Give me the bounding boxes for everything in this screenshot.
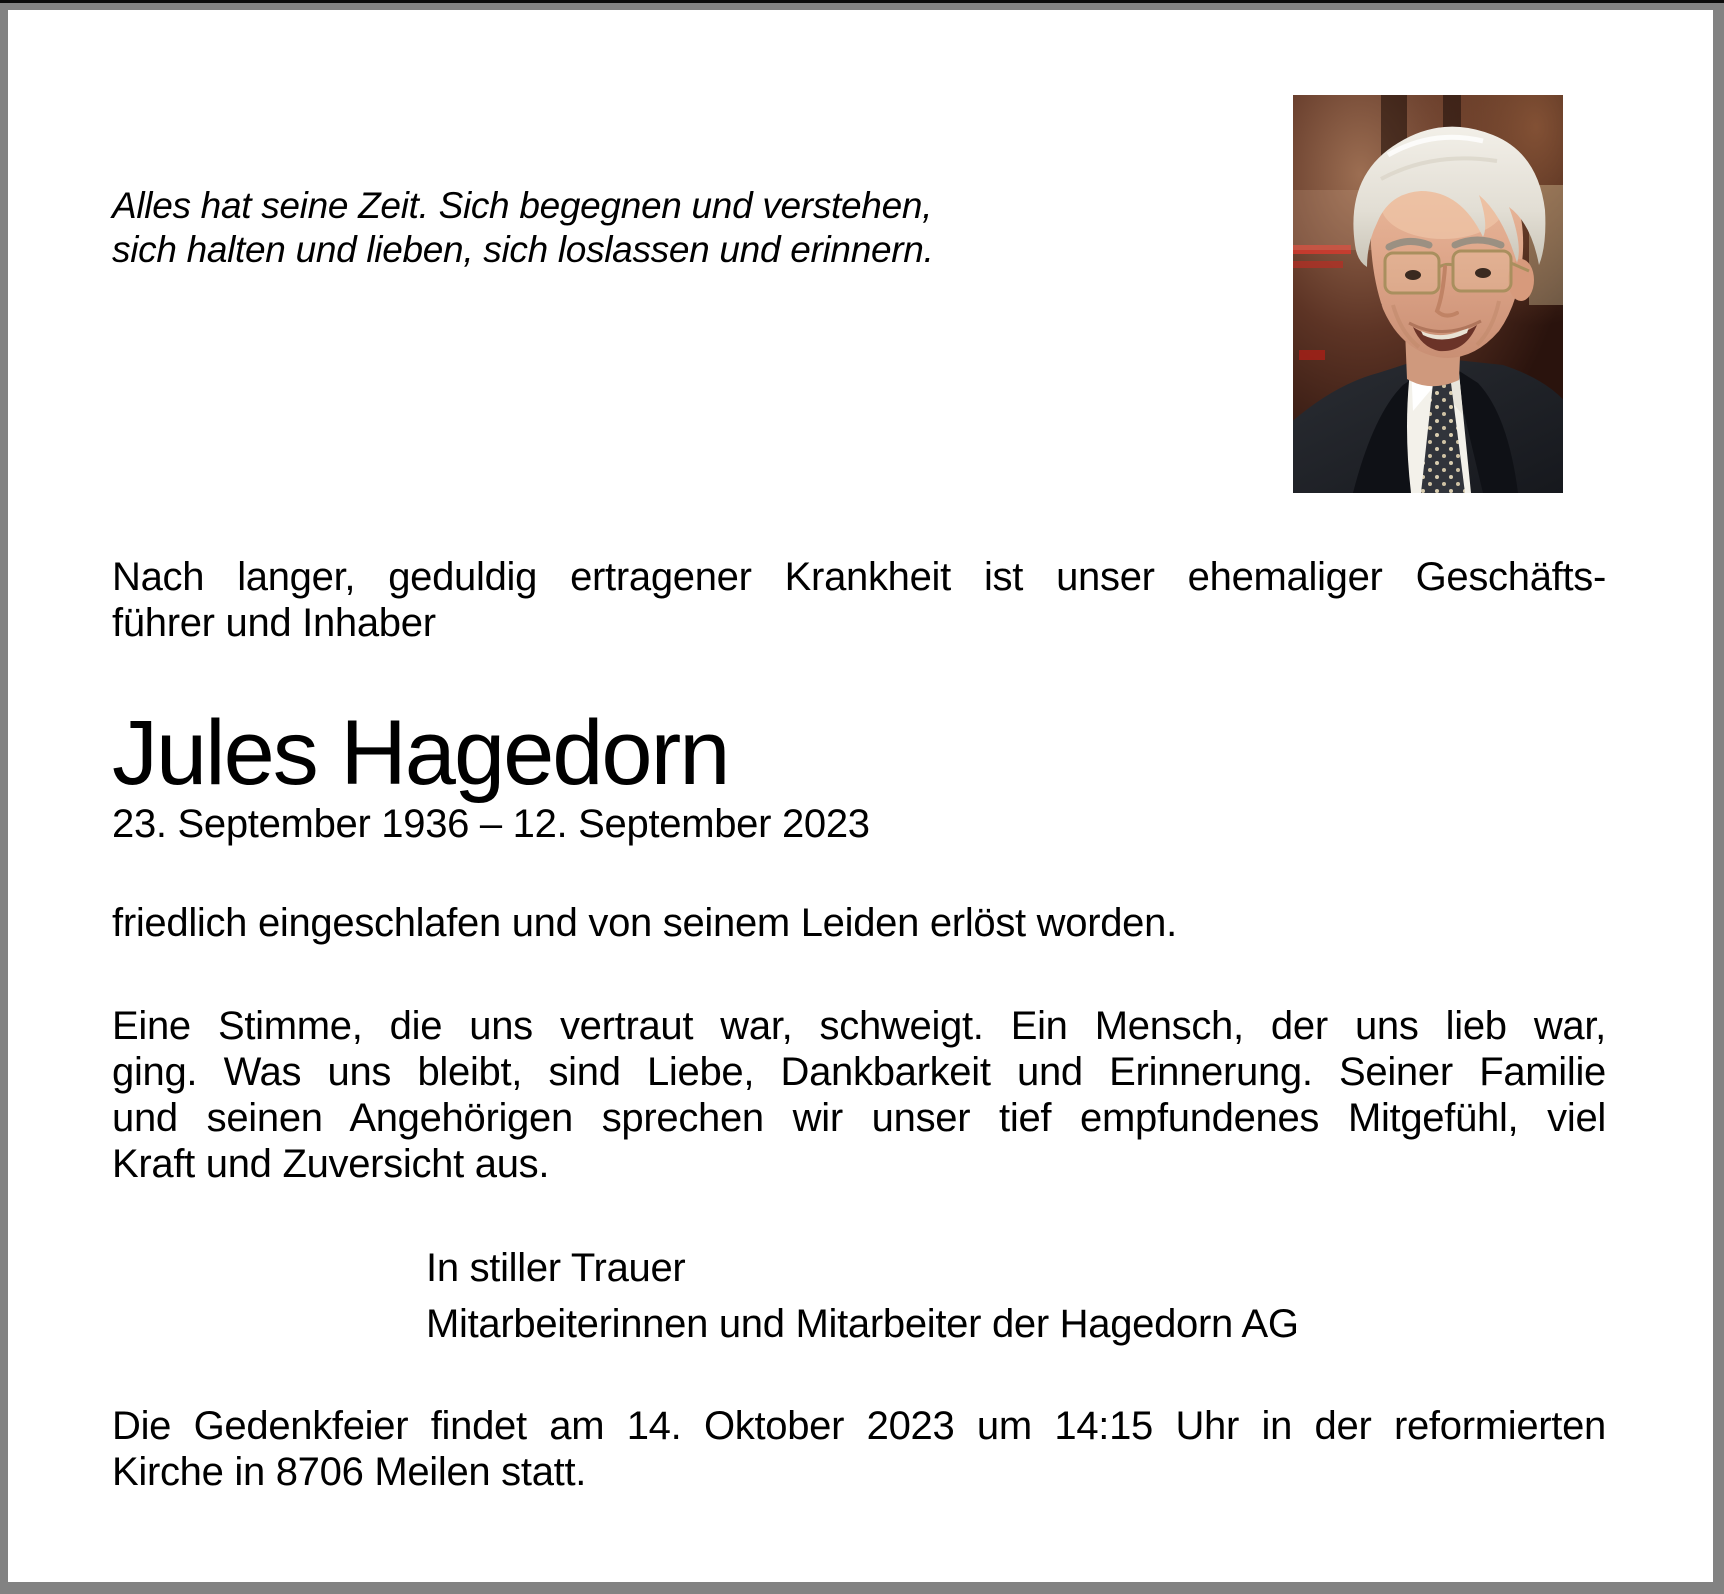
- paragraph-line: und seinen Angehörigen sprechen wir unser tief empfundenes Mitgefühl, viel: [112, 1096, 1606, 1140]
- paragraph-line: ging. Was uns bleibt, sind Liebe, Dankbarkeit und Erinnerung. Seiner Familie: [112, 1050, 1606, 1094]
- paragraph-line: Nach langer, geduldig ertragener Krankheit ist unser ehemaliger Geschäfts-: [112, 555, 1606, 599]
- deceased-name: Jules Hagedorn: [112, 702, 729, 804]
- portrait-illustration: [1293, 95, 1563, 493]
- intro-paragraph: [112, 554, 1606, 646]
- paragraph-line: Eine Stimme, die uns vertraut war, schweigt. Ein Mensch, der uns lieb war,: [112, 1004, 1606, 1048]
- paragraph-line: führer und Inhaber: [112, 601, 436, 645]
- passing-paragraph: [112, 900, 1606, 946]
- frame-top-edge: [0, 0, 1724, 3]
- mourners-block: [426, 1245, 1606, 1347]
- life-dates: 23. September 1936 – 12. September 2023: [112, 802, 870, 846]
- service-info: [112, 1403, 1606, 1495]
- mourners-names: Mitarbeiterinnen und Mitarbeiter der Hagedorn AG: [426, 1302, 1299, 1346]
- paragraph-line: Die Gedenkfeier findet am 14. Oktober 2023 um 14:15 Uhr in der reformierten: [112, 1404, 1606, 1448]
- paragraph-line: Kraft und Zuversicht aus.: [112, 1142, 550, 1186]
- quote-line: Alles hat seine Zeit. Sich begegnen und verstehen,: [112, 185, 933, 226]
- quote-line: sich halten und lieben, sich loslassen und erinnern.: [112, 229, 934, 270]
- tribute-paragraph: [112, 1003, 1606, 1187]
- mourning-phrase: In stiller Trauer: [426, 1246, 686, 1290]
- paragraph-line: Kirche in 8706 Meilen statt.: [112, 1450, 587, 1494]
- portrait-photo: [1293, 95, 1563, 493]
- paragraph-line: friedlich eingeschlafen und von seinem Leiden erlöst worden.: [112, 901, 1177, 945]
